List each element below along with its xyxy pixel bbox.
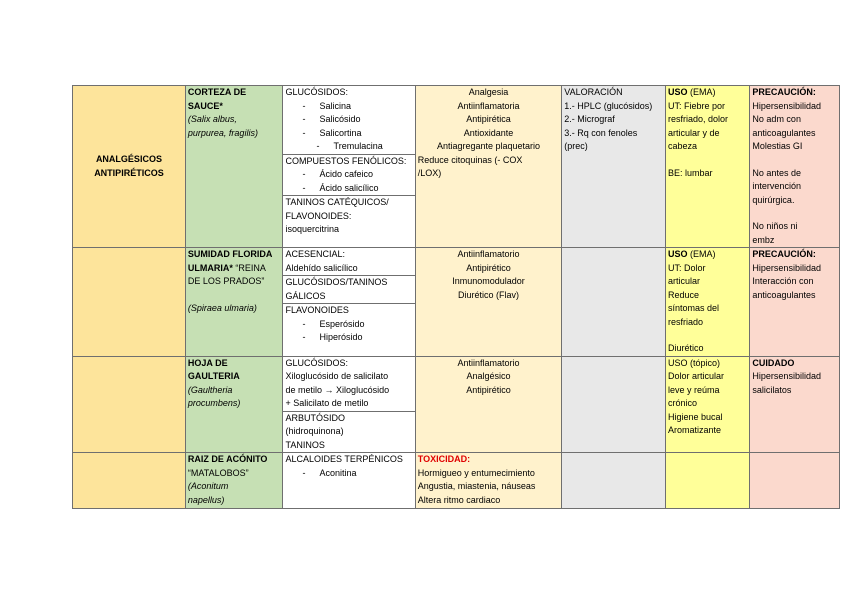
- caution-line: quirúrgica.: [752, 194, 795, 205]
- plant-latin: napellus): [187, 494, 225, 505]
- use-cell: [666, 453, 750, 509]
- compound-item: - Salicósido: [302, 114, 361, 124]
- compound-title: GLUCÓSIDOS:: [285, 87, 349, 97]
- caution-line: No niños ni: [752, 221, 798, 231]
- group-label-cell: [73, 86, 186, 248]
- caution-line: No adm con: [752, 114, 801, 124]
- plant-latin: (Spiraea ulmaria): [187, 302, 257, 313]
- plant-latin: purpurea, fragilis): [187, 127, 258, 138]
- compound-line: TANINOS CATÉQUICOS/: [285, 197, 389, 207]
- table-row: [73, 86, 840, 248]
- use-line: articular: [668, 276, 701, 286]
- use-cell: [666, 86, 750, 248]
- table-row: [73, 356, 840, 453]
- use-line: UT: Fiebre por: [668, 100, 726, 111]
- compound-line: isoquercitrina: [285, 224, 340, 234]
- caution-line: intervención: [752, 181, 801, 191]
- valuation-cell: [562, 248, 666, 357]
- use-line: crónico: [668, 398, 698, 408]
- plant-cell: [185, 86, 282, 248]
- compound-block: [283, 453, 415, 480]
- caution-line: Hipersensibilidad: [752, 371, 821, 381]
- plant-latin: procumbens): [187, 398, 241, 408]
- compound-item: - Tremulacina: [316, 141, 383, 151]
- compound-block: [283, 248, 415, 276]
- action-item: Diurético (Flav): [458, 289, 520, 300]
- valuation-item: 2.- Micrograf: [564, 114, 615, 124]
- plant-latin: (Aconitum: [187, 481, 229, 491]
- caution-line: Molestias GI: [752, 141, 803, 151]
- compound-block: [283, 196, 415, 237]
- plant-cell: [185, 453, 282, 509]
- plant-latin: (Gaultheria: [187, 384, 233, 395]
- use-line: cabeza: [668, 141, 698, 151]
- compound-block: [283, 276, 415, 304]
- caution-line: Hipersensibilidad: [752, 262, 821, 273]
- compounds-cell: [282, 356, 415, 453]
- compound-block: [283, 86, 415, 155]
- compound-line: ARBUTÓSIDO: [285, 412, 346, 423]
- toxicity-line: Hormigueo y entumecimiento: [417, 467, 535, 478]
- caution-title: PRECAUCIÓN:: [752, 87, 816, 97]
- compound-line: TANINOS: [285, 439, 325, 450]
- compound-block: [283, 155, 415, 197]
- use-line: Dolor articular: [668, 371, 725, 381]
- toxicity-line: Angustia, miastenia, náuseas: [417, 481, 536, 491]
- toxicity-line: Altera ritmo cardiaco: [417, 494, 501, 505]
- compound-line: de metilo → Xiloglucósido: [285, 384, 390, 395]
- action-item: Analgésico: [466, 371, 511, 381]
- group-label: ANALGÉSICOS: [95, 154, 162, 164]
- valuation-cell: [562, 453, 666, 509]
- valuation-item: 1.- HPLC (glucósidos): [564, 100, 653, 111]
- phytotherapy-table: [72, 85, 840, 509]
- caution-line: No antes de: [752, 167, 801, 178]
- compound-item: - Aconitina: [302, 467, 357, 478]
- compound-block: [283, 412, 415, 453]
- valuation-item: (prec): [564, 141, 588, 151]
- use-line: UT: Dolor: [668, 262, 706, 273]
- valuation-cell: [562, 356, 666, 453]
- plant-name: HOJA DE: [187, 357, 228, 368]
- compounds-cell: [282, 453, 415, 509]
- action-item: Antiagregante plaquetario: [436, 141, 541, 151]
- valuation-item: 3.- Rq con fenoles: [564, 127, 638, 138]
- group-label-cell: [73, 248, 186, 357]
- plant-name-line: ULMARIA* “REINA: [187, 262, 266, 273]
- compound-title: ALCALOIDES TERPÉNICOS: [285, 454, 403, 464]
- use-line: articular y de: [668, 127, 720, 138]
- compound-item: - Esperósido: [302, 318, 365, 329]
- action-item: Antipirético: [466, 384, 511, 395]
- caution-line: anticoagulantes: [752, 289, 816, 300]
- compound-line: GÁLICOS: [285, 290, 326, 301]
- compound-line: Xiloglucósido de salicilato: [285, 371, 389, 381]
- action-item: Antiinflamatorio: [457, 357, 520, 368]
- use-line: síntomas del: [668, 303, 720, 313]
- caution-line: anticoagulantes: [752, 127, 816, 138]
- compounds-cell: [282, 248, 415, 357]
- actions-cell: [415, 86, 561, 248]
- use-line: USO (tópico): [668, 357, 721, 368]
- valuation-cell: [562, 86, 666, 248]
- use-line: Higiene bucal: [668, 411, 723, 422]
- action-item: Antiinflamatoria: [457, 100, 520, 111]
- plant-name-line: “MATALOBOS”: [187, 467, 249, 478]
- group-label-cell: [73, 356, 186, 453]
- caution-cell: [750, 248, 840, 357]
- plant-name: GAULTERIA: [187, 371, 240, 381]
- caution-cell: [750, 86, 840, 248]
- caution-title: PRECAUCIÓN:: [752, 249, 816, 259]
- action-item: Analgesia: [468, 87, 509, 97]
- use-line: resfriado, dolor: [668, 114, 729, 124]
- action-item: Inmunomodulador: [452, 276, 525, 286]
- action-item: /LOX): [417, 168, 442, 178]
- caution-line: Hipersensibilidad: [752, 100, 821, 111]
- action-item: Antipirético: [466, 262, 511, 273]
- toxicity-title: TOXICIDAD:: [417, 454, 471, 464]
- caution-line: salicilatos: [752, 384, 792, 395]
- compound-line: GLUCÓSIDOS:: [285, 357, 349, 368]
- action-item: Reduce citoquinas (- COX: [417, 154, 523, 165]
- actions-cell: [415, 248, 561, 357]
- use-line: leve y reúma: [668, 384, 720, 395]
- compound-item: - Hiperósido: [302, 332, 363, 342]
- compound-line: GLUCÓSIDOS/TANINOS: [285, 277, 388, 287]
- caution-line: embz: [752, 234, 775, 245]
- compound-line: FLAVONOIDES:: [285, 210, 352, 221]
- compound-title: COMPUESTOS FENÓLICOS:: [285, 155, 407, 166]
- compound-line: + Salicilato de metilo: [285, 398, 369, 408]
- use-title: USO (EMA): [668, 87, 716, 97]
- valuation-title: VALORACIÓN: [564, 87, 623, 97]
- compound-item: - Salicina: [302, 100, 352, 111]
- compound-item: - Ácido cafeico: [302, 169, 374, 179]
- toxicity-cell: [415, 453, 561, 509]
- use-line: resfriado: [668, 316, 704, 327]
- table-row: [73, 248, 840, 357]
- compound-line: ACESENCIAL:: [285, 249, 346, 259]
- plant-name-line: DE LOS PRADOS”: [187, 276, 265, 286]
- group-label: ANTIPIRÉTICOS: [94, 167, 164, 178]
- use-title: USO (EMA): [668, 249, 716, 259]
- actions-cell: [415, 356, 561, 453]
- action-item: Antipirética: [466, 114, 511, 124]
- plant-name: SAUCE*: [187, 100, 223, 111]
- use-line: BE: lumbar: [668, 167, 713, 178]
- plant-name: SUMIDAD FLORIDA: [187, 249, 273, 259]
- group-label-cell: [73, 453, 186, 509]
- use-cell: [666, 356, 750, 453]
- use-line: Diurético: [668, 343, 704, 353]
- compound-item: - Ácido salicílico: [302, 182, 379, 193]
- plant-latin: (Salix albus,: [187, 114, 237, 124]
- caution-cell: [750, 453, 840, 509]
- plant-name: RAIZ DE ACÓNITO: [187, 454, 268, 464]
- compound-line: (hidroquinona): [285, 426, 344, 436]
- caution-line: Interacción con: [752, 276, 814, 286]
- compound-line: Aldehído salicílico: [285, 262, 358, 273]
- compound-block: [283, 357, 415, 412]
- plant-cell: [185, 356, 282, 453]
- action-item: Antioxidante: [463, 127, 514, 138]
- compound-item: - Salicortina: [302, 127, 362, 138]
- plant-cell: [185, 248, 282, 357]
- action-item: Antiinflamatorio: [457, 249, 520, 259]
- plant-name: CORTEZA DE: [187, 87, 247, 97]
- use-line: Reduce: [668, 289, 700, 300]
- caution-cell: [750, 356, 840, 453]
- table-row: [73, 453, 840, 509]
- compound-block: [283, 304, 415, 345]
- use-cell: [666, 248, 750, 357]
- use-line: Aromatizante: [668, 425, 722, 435]
- compounds-cell: [282, 86, 415, 248]
- caution-title: CUIDADO: [752, 357, 795, 368]
- compound-title: FLAVONOIDES: [285, 305, 349, 315]
